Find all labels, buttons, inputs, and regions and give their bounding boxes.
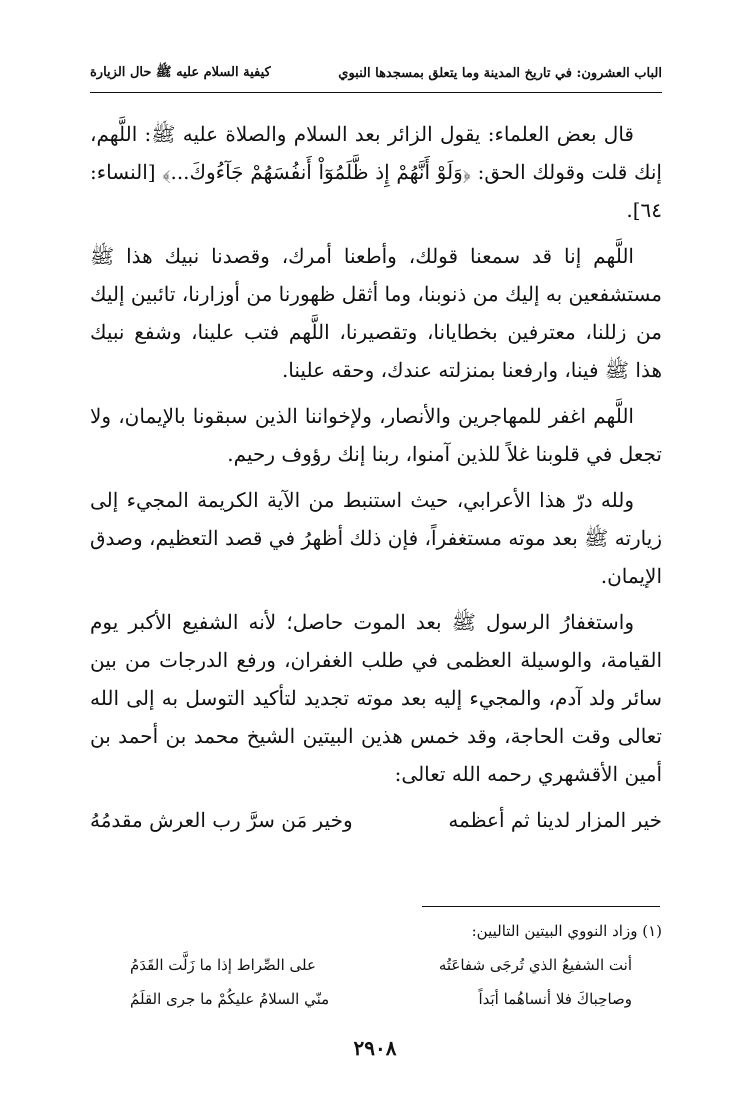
page-number: ٢٩٠٨ xyxy=(353,1036,397,1060)
footnote-divider xyxy=(422,906,660,907)
main-text xyxy=(90,115,662,839)
footnotes xyxy=(90,914,662,1016)
paragraph: قال بعض العلماء: يقول الزائر بعد السلام والصلاة عليه ﷺ: اللَّهم، إنك قلت وقولك الحق: ﴿وَلَوْ أَنَّهُمْ إِذ ظَّلَمُوٓاْ أَنفُسَهُمْ جَآءُوكَ...﴾ [النساء: ٦٤]. xyxy=(90,122,662,222)
poem-second-hemistich: وخير مَن سرَّ رب العرش مقدمُهُ xyxy=(90,808,353,832)
footnote-verse-first: وصاحِباكَ فلا أنساهُما أبَداً xyxy=(478,990,632,1008)
footnote-verse-second: على الصِّراط إذا ما زَلَّت القَدَمُ xyxy=(130,956,316,974)
footnote-verse-second: منّي السلامُ عليكُمْ ما جرى القلَمُ xyxy=(130,990,330,1008)
paragraph: اللَّهم اغفر للمهاجرين والأنصار، ولإخواننا الذين سبقونا بالإيمان، ولا تجعل في قلوبنا غلاً للذين آمنوا، ربنا إنك رؤوف رحيم. xyxy=(90,404,662,466)
poem-verse xyxy=(90,801,662,839)
paragraph: واستغفارُ الرسول ﷺ بعد الموت حاصل؛ لأنه الشفيع الأكبر يوم القيامة، والوسيلة العظمى في طلب الغفران، ورفع الدرجات من بين سائر ولد آدم، والمجيء إليه بعد موته تجديد لتأكيد التوسل به إلى الله تعالى وقت الحاجة، وقد خمس هذين البيتين الشيخ محمد بن أحمد بن أمين الأقشهري رحمه الله تعالى: xyxy=(90,610,662,786)
footnote-intro: (١) وزاد النووي البيتين التاليين: xyxy=(471,922,662,940)
footnote-verse xyxy=(90,982,662,1016)
footnote-verse-first: أنت الشفيعُ الذي تُرجَى شفاعَتُه xyxy=(438,956,632,974)
paragraph: ولله درّ هذا الأعرابي، حيث استنبط من الآية الكريمة المجيء إلى زيارته ﷺ بعد موته مستغفراً، فإن ذلك أظهرُ في قصد التعظيم، وصدق الإيمان. xyxy=(90,488,662,588)
footnote-verse xyxy=(90,948,662,982)
header-chapter-title: الباب العشرون: في تاريخ المدينة وما يتعلق بمسجدها النبوي xyxy=(338,65,662,81)
running-header xyxy=(90,58,662,88)
header-section-title: كيفية السلام عليه ﷺ حال الزيارة xyxy=(90,64,271,80)
header-divider xyxy=(90,92,662,93)
paragraph: اللَّهم إنا قد سمعنا قولك، وأطعنا أمرك، وقصدنا نبيك هذا ﷺ مستشفعين به إليك من ذنوبنا، وما أثقل ظهورنا من أوزارنا، تائبين إليك من زللنا، معترفين بخطايانا، وتقصيرنا، اللَّهم فتب علينا، وشفع نبيك هذا ﷺ فينا، وارفعنا بمنزلته عندك، وحقه علينا. xyxy=(90,244,663,382)
poem-first-hemistich: خير المزار لدينا ثم أعظمه xyxy=(448,808,662,832)
